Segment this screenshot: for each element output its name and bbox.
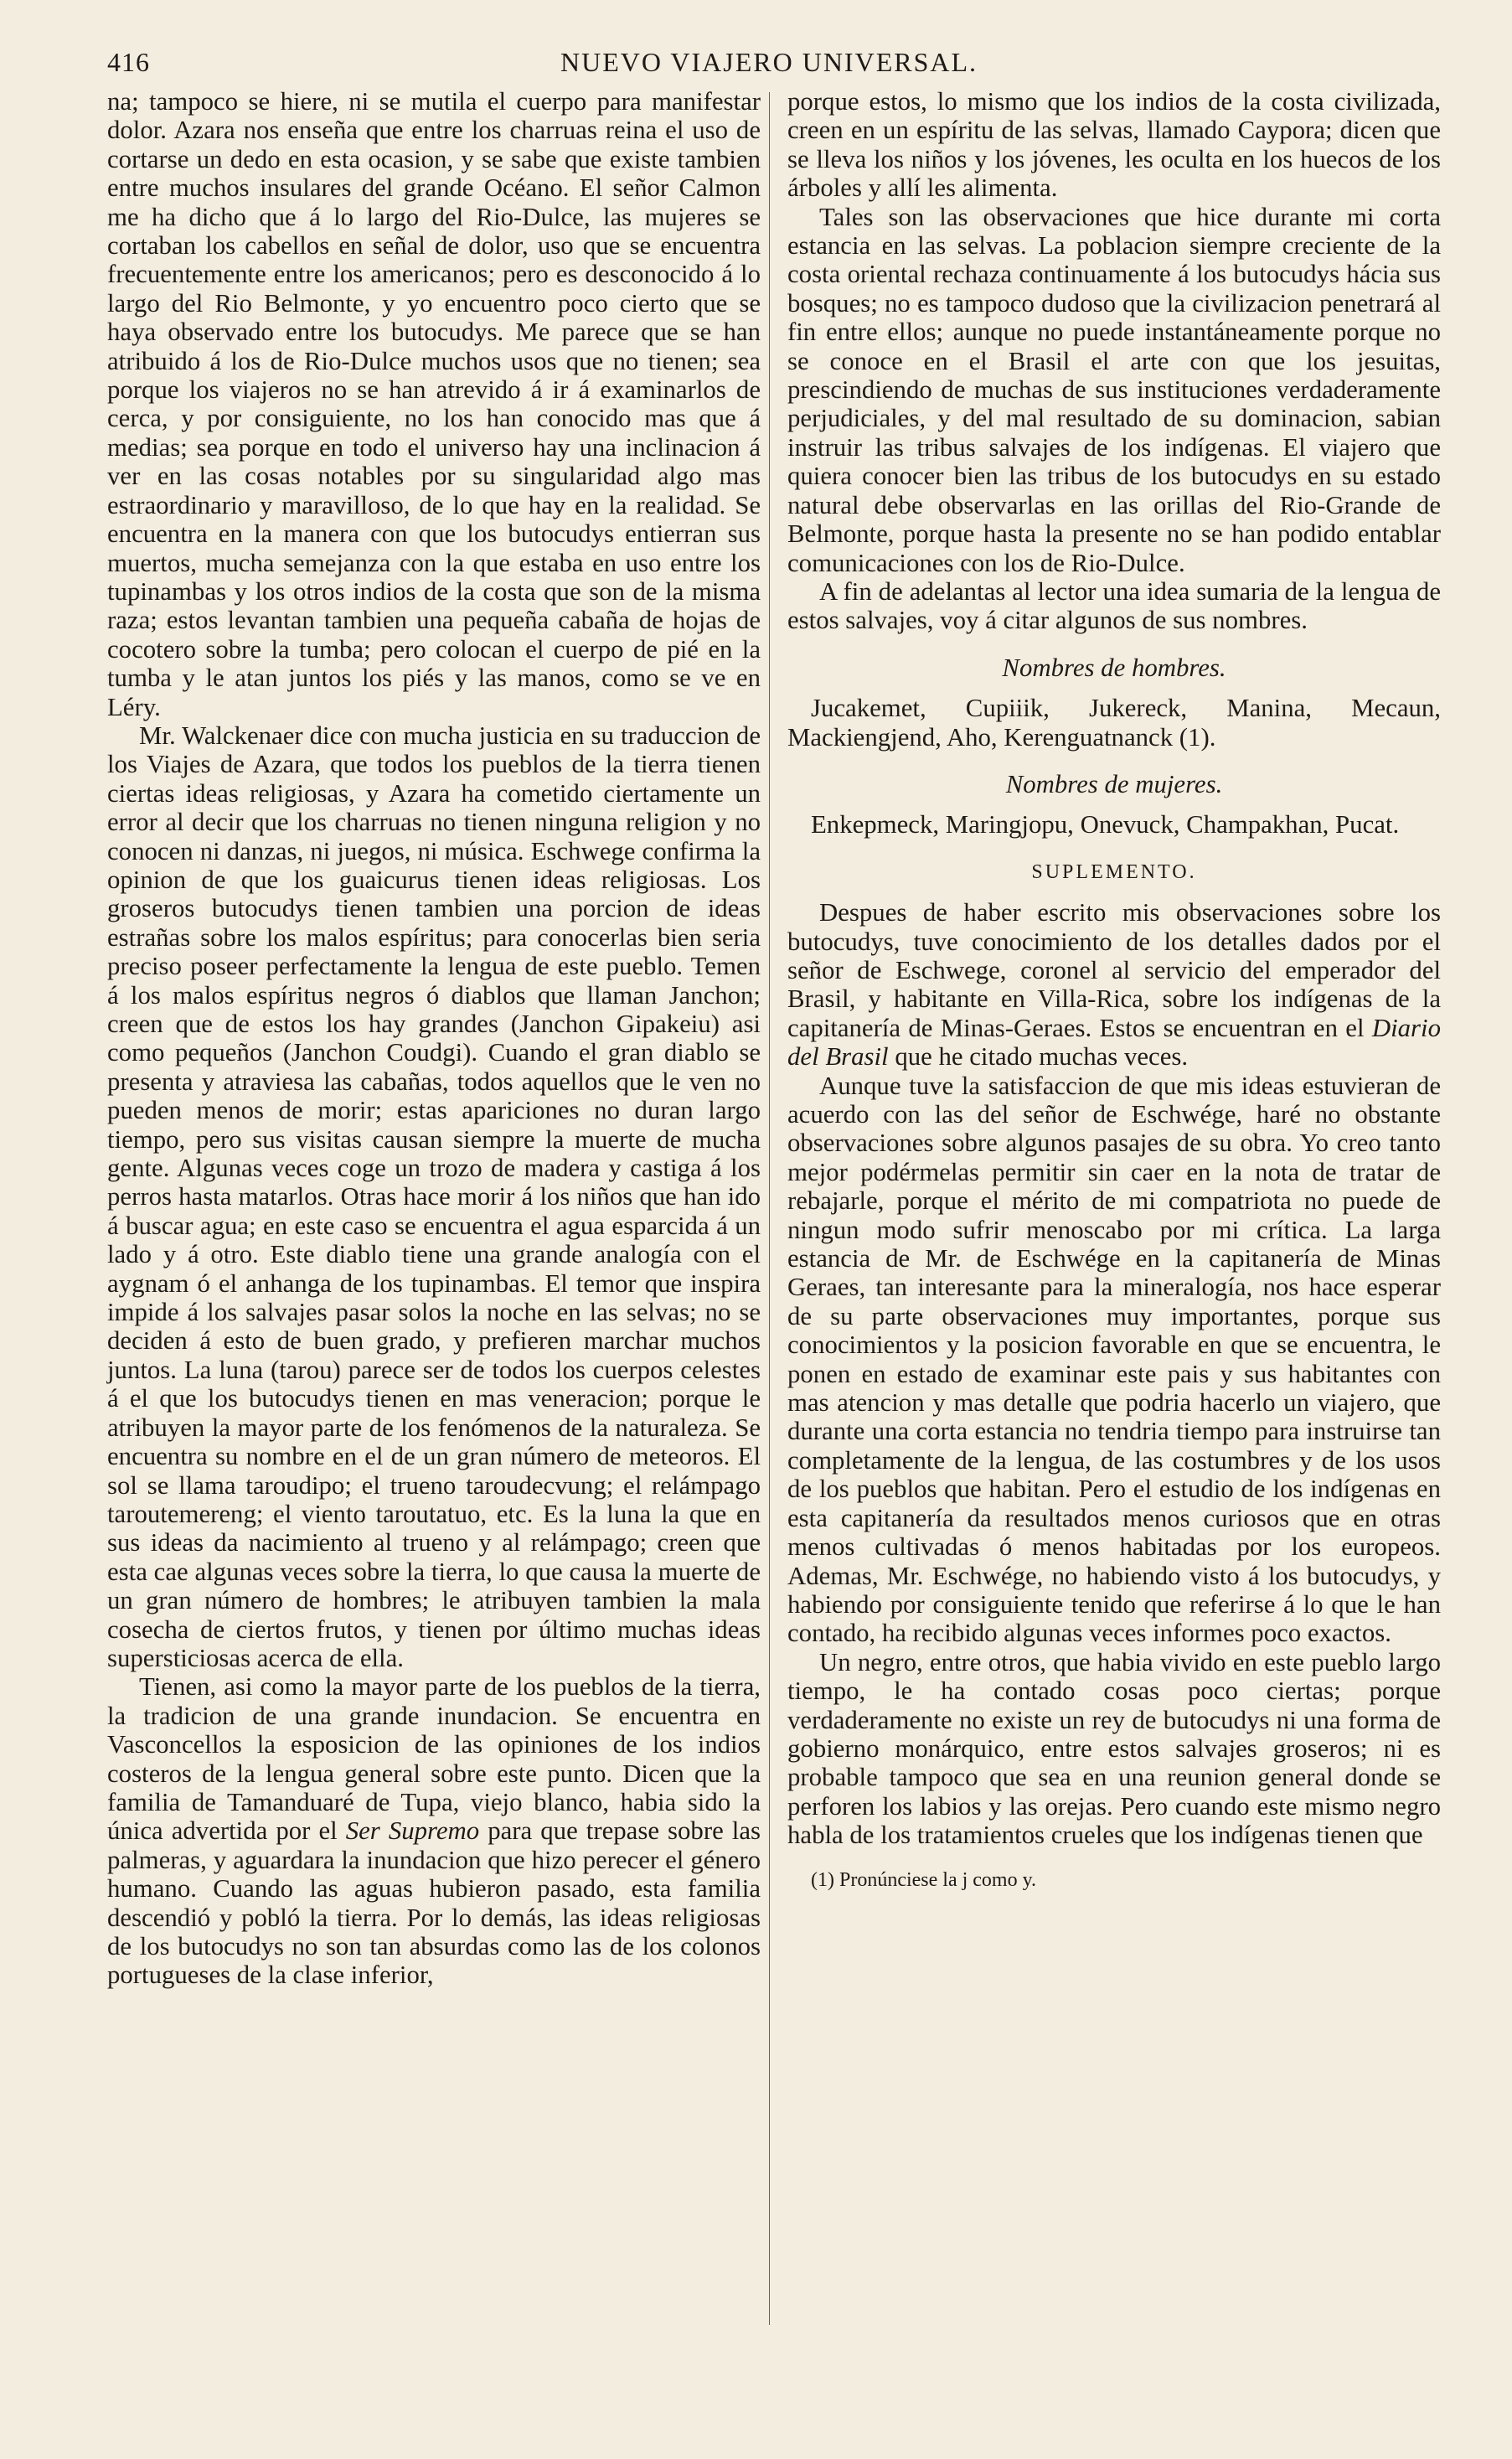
page-header: [107, 47, 1431, 89]
paragraph: Mr. Walckenaer dice con mucha justicia en su traduccion de los Viajes de Azara, que todos los pueblos de la tierra tienen ciertas ideas religiosas, y Azara ha cometido ciertamente un error al decir que los charruas no tienen ninguna religion y no conocen ni danzas, ni juegos, ni música. Eschwege confirma la opinion de que los guaicurus tienen ideas religiosas. Los groseros butocudys tienen tambien una porcion de ideas estrañas sobre los malos espíritus; para conocerlas bien seria preciso poseer perfectamente la lengua de este pueblo. Temen á los malos espíritus negros ó diablos que llaman Janchon; creen que de estos los hay grandes (Janchon Gipakeiu) asi como pequeños (Janchon Coudgi). Cuando el gran diablo se presenta y atraviesa las cabañas, todos aquellos que le ven no pueden menos de morir; estas apariciones no duran largo tiempo, pero sus visitas causan siempre la muerte de mucha gente. Algunas veces coge un trozo de madera y castiga á los perros hasta matarlos. Otras hace morir á los niños que han ido á buscar agua; en este caso se encuentra el agua esparcida á un lado y á otro. Este diablo tiene una grande analogía con el aygnam ó el anhanga de los tupinambas. El temor que inspira impide á los salvajes pasar solos la noche en las selvas; no se deciden á esto de buen grado, y prefieren marchar muchos juntos. La luna (tarou) parece ser de todos los cuerpos celestes á el que los butocudys tienen en mas veneracion; porque le atribuyen la mayor parte de los fenómenos de la naturaleza. Se encuentra su nombre en el de un gran número de meteoros. El sol se llama taroudipo; el trueno taroudecvung; el relámpago taroutemereng; el viento taroutatuo, etc. Es la luna la que en sus ideas da nacimiento al trueno y al relámpago; creen que esta cae algunas veces sobre la tierra, lo que causa la muerte de un gran número de hombres; le atribuyen tambien la mala cosecha de ciertos frutos, y tienen por último muchas ideas supersticiosas acerca de ella.: [107, 721, 761, 1672]
paragraph-text: para que trepase sobre las palmeras, y aguardara la inundacion que hizo perecer el género humano. Cuando las aguas hubieron pasado, esta familia descendió y pobló la tierra. Por lo demás, las ideas religiosas de los butocudys no son tan absurdas como las de los colonos portugueses de la clase inferior,: [107, 1816, 761, 1990]
section-heading-supplement: SUPLEMENTO.: [1031, 860, 1197, 883]
names-list-women: Enkepmeck, Maringjopu, Onevuck, Champakhan, Pucat.: [811, 810, 1400, 839]
subheading-women-names: Nombres de mujeres.: [1005, 769, 1223, 798]
names-list-men: Jucakemet, Cupiiik, Jukereck, Manina, Mecaun, Mackiengjend, Aho, Kerenguatnanck (1).: [787, 694, 1441, 752]
italic-term: Ser Supremo: [345, 1816, 480, 1846]
paragraph: Aunque tuve la satisfaccion de que mis ideas estuvieran de acuerdo con las del señor de Eschwége, haré no obstante observaciones sobre algunos pasajes de su obra. Yo creo tanto mejor podérmelas permitir sin caer en la nota de tratar de rebajarle, porque el mérito de mi compatriota no puede de ningun modo sufrir menoscabo por mi crítica. La larga estancia de Mr. de Eschwége en la capitanería de Minas Geraes, tan interesante para la mineralogía, nos hace esperar de su parte observaciones muy importantes, porque sus conocimientos y la posicion favorable en que se encuentra, le ponen en estado de examinar este pais y sus habitantes con mas atencion y mas detalle que podria hacerlo un viajero, que durante una corta estancia no tendria tiempo para instruirse tan completamente de la lengua, de las costumbres y de los usos de los pueblos que habitan. Pero el estudio de los indígenas en esta capitanería da resultados menos curiosos que en otras menos cultivadas ó menos habitadas por los europeos. Ademas, Mr. Eschwége, no habiendo visto á los butocudys, y habiendo por consiguiente tenido que referirse á lo que le han contado, ha recibido algunas veces informes poco exactos.: [787, 1071, 1441, 1648]
paragraph: [787, 898, 1441, 1071]
paragraph: A fin de adelantas al lector una idea sumaria de la lengua de estos salvajes, voy á citar algunos de sus nombres.: [787, 576, 1441, 635]
paragraph-text: que he citado muchas veces.: [888, 1042, 1189, 1072]
paragraph: [107, 1672, 761, 1989]
right-column: [787, 87, 1441, 1892]
footnote: (1) Pronúnciese la j como y.: [811, 1868, 1037, 1891]
paragraph: Un negro, entre otros, que habia vivido en este pueblo largo tiempo, le ha contado cosas poco ciertas; porque verdaderamente no existe un rey de butocudys ni una forma de gobierno monárquico, entre estos salvajes groseros; ni es probable tampoco que sea en una reunion general donde se perforen los labios y las orejas. Pero cuando este mismo negro habla de los tratamientos crueles que los indígenas tienen que: [787, 1647, 1441, 1850]
paragraph-text: Despues de haber escrito mis observaciones sobre los butocudys, tuve conocimiento de los detalles dados por el señor de Eschwege, coronel al servicio del emperador del Brasil, y habitante en Villa-Rica, sobre los indígenas de la capitanería de Minas-Geraes. Estos se encuentran en el: [787, 898, 1441, 1042]
page-number: 416: [107, 47, 150, 77]
left-column: [107, 87, 761, 1990]
column-divider: [769, 92, 770, 2325]
paragraph: porque estos, lo mismo que los indios de la costa civilizada, creen en un espíritu de las selvas, llamado Caypora; dicen que se lleva los niños y los jóvenes, les oculta en los huecos de los árboles y allí les alimenta.: [787, 87, 1441, 203]
paragraph: Tales son las observaciones que hice durante mi corta estancia en las selvas. La poblacion siempre creciente de la costa oriental rechaza continuamente á los butocudys hácia sus bosques; no es tampoco dudoso que la civilizacion penetrará al fin entre ellos; aunque no puede instantáneamente porque no se conoce en el Brasil el arte con que los jesuitas, prescindiendo de muchas de sus instituciones verdaderamente perjudiciales, y del mal resultado de su dominacion, sabian instruir las tribus salvajes de los indígenas. El viajero que quiera conocer bien las tribus de los butocudys en su estado natural debe observarlas en las orillas del Rio-Grande de Belmonte, porque hasta la presente no se han podido entablar comunicaciones con los de Rio-Dulce.: [787, 202, 1441, 577]
running-title: NUEVO VIAJERO UNIVERSAL.: [560, 47, 978, 77]
subheading-men-names: Nombres de hombres.: [1002, 653, 1226, 682]
italic-title: Diario del Brasil: [787, 1013, 1441, 1072]
paragraph: na; tampoco se hiere, ni se mutila el cuerpo para manifestar dolor. Azara nos enseña que entre los charruas reina el uso de cortarse un dedo en esta ocasion, y se sabe que existe tambien entre muchos insulares del grande Océano. El señor Calmon me ha dicho que á lo largo del Rio-Dulce, las mujeres se cortaban los cabellos en señal de dolor, uso que se encuentra frecuentemente entre los americanos; pero es desconocido á lo largo del Rio Belmonte, y yo encuentro poco cierto que se haya observado entre los butocudys. Me parece que se han atribuido á los de Rio-Dulce muchos usos que no tienen; sea porque los viajeros no se han atrevido á ir á examinarlos de cerca, y por consiguiente, no los han conocido mas que á medias; sea porque en todo el universo hay una inclinacion á ver en las cosas notables por su singularidad algo mas estraordinario y maravilloso, de lo que hay en la realidad. Se encuentra en la manera con que los butocudys entierran sus muertos, mucha semejanza con la que estaba en uso entre los tupinambas y los otros indios de la costa que son de la misma raza; estos levantan tambien una pequeña cabaña de hojas de cocotero sobre la tumba; pero colocan el cuerpo de pié en la tumba y le atan juntos los piés y las manos, como se ve en Léry.: [107, 87, 761, 721]
paragraph-text: Tienen, asi como la mayor parte de los pueblos de la tierra, la tradicion de una grande inundacion. Se encuentra en Vasconcellos la esposicion de las opiniones de los indios costeros de la lengua general sobre este punto. Dicen que la familia de Tamanduaré de Tupa, viejo blanco, habia sido la única advertida por el: [107, 1672, 761, 1846]
